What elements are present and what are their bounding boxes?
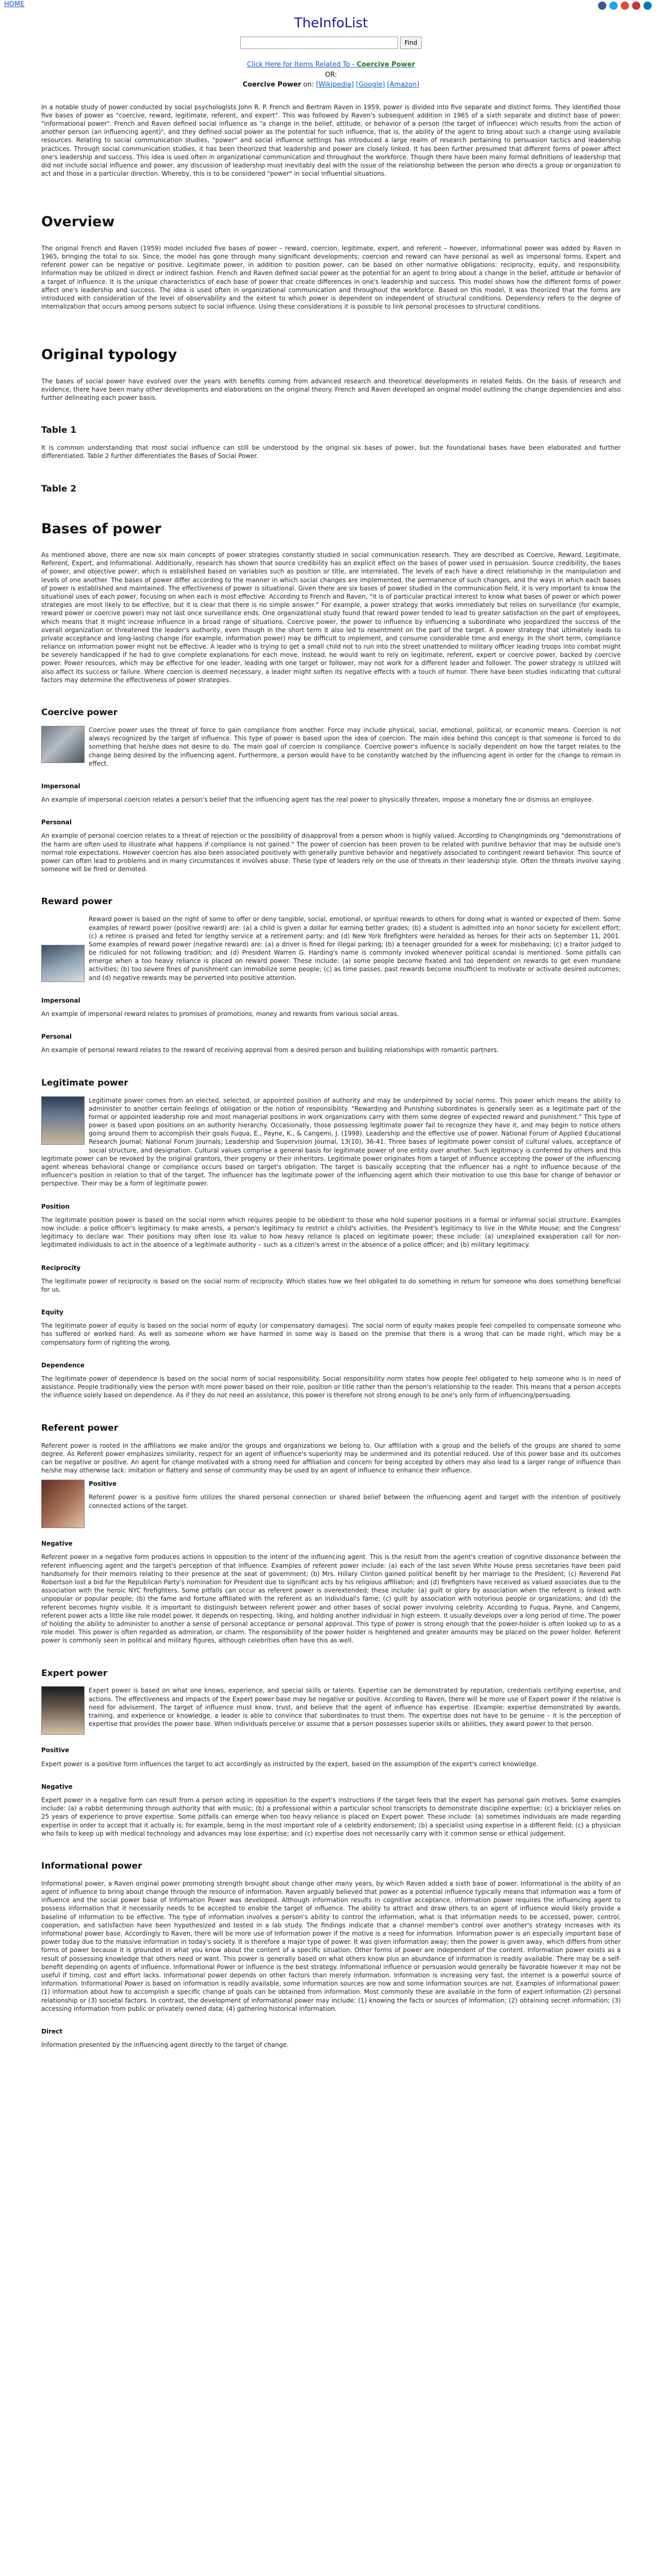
search-input[interactable]	[240, 37, 398, 49]
referent-positive-paragraph: Referent power is a positive form utilizes the shared personal connection or shared belief between the influencing agent and target with the intention of positively connected actions of the target.	[89, 1494, 621, 1510]
wikipedia-link[interactable]: [Wikipedia]	[316, 81, 354, 89]
overview-heading: Overview	[41, 214, 115, 230]
informational-heading: Informational power	[41, 1860, 142, 1871]
equity-paragraph: The legitimate power of equity is based on the social norm of equity (or compensatory damages). The social norm of equity makes people feel compelled to compensate someone who has suffered or worked hard. As well as someone whom we have harmed in some way is based on the premise that there is a wrong that can be made right, which may be a compensatory form of righting the wrong.	[41, 1322, 621, 1346]
google-share-icon[interactable]	[621, 2, 629, 10]
related-items-link[interactable]: Click Here for Items Related To - Coercive Power	[246, 61, 416, 69]
informational-paragraph: Informational power, a Raven original power promoting strength brought about change other many years, by which Raven added a sixth base of power. Informational is the ability of an agent of influence to bring about change through the resource of information. Raven arguably believed that power as a potential influence typically means that information was a form of influence and the social power base of Information Power was developed. Although information results in cognitive acceptance, information power requires the influencing agent to possess information that it necessarily needs to be accepted to enable the target of influence. The ability to attract and draw others to an agent of influence would likely provide a baseline of information to be effective. The type of information involves a person's ability to control the information, what is that information needs to be accessed, power, control, cooperation, and satisfaction have been hypothesized and tested in a lab study. The findings indicate that a channel member's control over another's strategy increases with its informational power base. Accordingly to Raven, there will be more use of Information power if the motive is a need for information. Information power is an especially important base of power today due to the massive information in today's society. It is therefore a major type of power. It was given information away; then the power is given away, which differs from other forms of power because it is grounded in what you know about the content of a specific situation. Other forms of power are independent of the content. Information power exists as a result of possessing knowledge that others need or want. This power is generally based on what others know plus an abundance of information is readily available. There may be a self-benefit depending on agents of influence. Informational Power or influence is the best strategy. Informational influence or persuasion would generally be favorable however it may not be useful if timing, cost and effort lacks. Informational power depends on other factors than merely information. Information is increasing very fast, the internet is a powerful source of information. Informational Power is based on information is readily available, some information sources are now and some information sources are not. Examples of informational power: (1) information about how to accomplish a specific change of goals can be obtained from information. Most commonly these are available in the form of expert information (2) personal relationship or (3) societal factors. In contrast, the development of informational power may include: (1) knowing the facts or sources of information; (2) obtaining secret information; (3) accessing information from public or privately owned data; (4) gathering historical information.	[41, 1879, 621, 2012]
expert-negative-paragraph: Expert power in a negative form can result from a person acting in opposition to the expert's instructions if the target feels that the expert has personal gain motives. Some examples include: (a) a rabbit determining through authority that with music; (b) a professional within a particular school transcripts to demonstrate discipline expertise; (c) a bricklayer relies on 25 years of experience to prove expertise. Some pitfalls can emerge when too heavy reliance is placed on Expert power. These include: (a) sometimes individuals are made regarding expertise in order to accept that it actually is; for example, being in the most important role of a celebrity endorsement; (b) a specialist using expertise in a different field; (c) a physician who fails to keep up with medical technology and advances may lose expertise; and (c) expertise does not necessarily carry with it common sense or ethical judgement.	[41, 1797, 621, 1837]
legitimate-heading: Legitimate power	[41, 1077, 128, 1088]
dependence-heading: Dependence	[41, 1361, 85, 1369]
coercive-impersonal-paragraph: An example of impersonal coercion relates a person's belief that the influencing agent has the real power to physically threaten, impose a monetary fine or dismiss an employee.	[41, 796, 594, 804]
amazon-link[interactable]: [Amazon]	[387, 81, 420, 89]
google-link[interactable]: [Google]	[356, 81, 385, 89]
linkedin-share-icon[interactable]	[643, 2, 652, 10]
coercive-heading: Coercive power	[41, 707, 118, 718]
related-label: Coercive Power	[242, 81, 301, 89]
equity-heading: Equity	[41, 1309, 64, 1316]
expert-heading: Expert power	[41, 1668, 108, 1679]
site-title[interactable]: TheInfoList	[294, 15, 368, 31]
facebook-share-icon[interactable]	[598, 2, 606, 10]
typology-heading: Original typology	[41, 347, 177, 363]
top-bar	[0, 0, 662, 12]
related-topic: Coercive Power	[356, 61, 416, 69]
overview-paragraph: The original French and Raven (1959) model included five bases of power – reward, coercion, legitimate, expert, and referent – however, informational power was added by Raven in 1965, bringing the total to six. Since, the model has gone through many significant developments; coercion and reward can have personal as well as impersonal forms. Expert and referent power can be negative or positive. Legitimate power, in addition to position power, can be based on other normative obligations: reciprocity, equity, and responsibility. Information may be utilized in direct or indirect fashion. French and Raven defined social power as the potential for an agent to bring about a change in the belief, attitude or behavior of a target of influence. It is the unique characteristics of each base of power that create differences in one's leadership and success. This model shows how the different forms of power affect one's leadership and success. The idea is used often in organizational communication and throughout the workforce. Based on this model, it was theorized that the forms are introduced with consideration of the level of observability and the extent to which power is dependent on independent of structural conditions. Dependency refers to the degree of internalization that occurs among persons subject to social influence. Using these considerations it is possible to link personal processes to structural conditions.	[41, 244, 621, 311]
expert-image[interactable]	[41, 1686, 85, 1735]
coercive-personal-heading: Personal	[41, 819, 72, 826]
coercive-image[interactable]	[41, 726, 85, 763]
referent-negative-paragraph: Referent power in a negative form produces actions in opposition to the intent of the influencing agent. This is the result from the agent's creation of cognitive dissonance between the referent influencing agent and the target's perception of that influence. Examples of referent power include: (a) each of the last seven White House press secretaries have been paid handsomely for their memoirs relating to their presence at the seat of government; (b) Mrs. Hillary Clinton gained political benefit by her marriage to the President; (c) Reverend Pat Robertson lost a bid for the Republican Party's nomination for President due to significant acts by his religious affiliation; and (d) firefighters have received as valued associates due to the association with the heroic NYC firefighters. Some pitfalls can occur as referent power is overextended; these include: (a) guilt or glory by association when the referent is linked with unpopular or popular people; (b) the fame and fortune affiliated with the referent as an individual's fame; (c) guilt by association with notorious people or organizations; and (d) the referent becomes highly visible. It is important to distinguish between referent power and other bases of social power involving celebrity. According to Fuqua, Payne, and Cangemi, referent power acts a little like role model power. It depends on respecting, liking, and holding another individual in high esteem. It usually develops over a long period of time. The power of holding the ability to administer to another a sense of personal acceptance or personal approval. This type of power is strong enough that the power-holder is often looked up to as a role model. This power is often regarded as admiration, or charm. The responsibility of the power holder is heightened and greater amounts may be placed on the power holder. Referent power is commonly seen in political and military figures, although celebrities often have this as well.	[41, 1553, 621, 1645]
coercive-personal-paragraph: An example of personal coercion relates to a threat of rejection or the possibility of disapproval from a person whom is highly valued. According to Changingminds.org "demonstrations of the harm are often used to illustrate what happens if compliance is not gained." The power of coercion has been proven to be related with punitive behavior that may be outside one's normal role expectations. However coercion has also been associated positively with generally punitive behavior and negatively associated to contingent reward behavior. This source of power can often lead to problems and in many circumstances it involves abuse. These type of leaders rely on the use of threats in their leadership style. Often the threats involve saying someone will be fired or demoted.	[41, 832, 621, 873]
reward-impersonal-heading: Impersonal	[41, 996, 80, 1004]
bases-heading: Bases of power	[41, 520, 161, 537]
position-heading: Position	[41, 1202, 70, 1210]
expert-paragraph: Expert power is based on what one knows, experience, and special skills or talents. Expertise can be demonstrated by reputation, credentials certifying expertise, and actions. The effectiveness and impacts of the Expert power base may be negative or positive. According to Raven, there will be more use of Expert power if the relative is need for advisement. The target of influence must know, trust, and believe that the agent of influence has expertise. (Example: expertise demonstrated by awards, training, and experience or knowledge, a leader is able to convince that subordinates to trust them. The expertise does not have to be genuine – it is the perception of expertise that provides the power base. When individuals perceive or assume that a person possesses superior skills or abilities, they award power to that person.	[89, 1687, 621, 1728]
pinterest-share-icon[interactable]	[632, 2, 640, 10]
legitimate-paragraph: Legitimate power comes from an elected, selected, or appointed position of authority and may be underpinned by social norms. This power which means the ability to administer to another certain feelings of obligation or the notion of responsibility. "Rewarding and Punishing subordinates is generally seen as a legitimate part of the formal or appointed leadership role and most managerial positions in work organizations carry with them some degree of expected reward and punishment." This type of power is based upon positions on an authority hierarchy. Occasionally, those possessing legitimate power fail to recognize they have it, and may begin to notice others going around them to accomplish their goals Fuqua, E., Payne, K., & Cangemi, J. (1998). Leadership and the effective use of power. National Forum of Applied Educational Research Journal; National Forum Journals; Leadership and Supervision Journal, 13(10), 36-41. Three bases of legitimate power consist of cultural values, acceptance of social structure, and designation. Cultural values comprise a general basis for legitimate power of one entity over another. Such legitimacy is conferred by others and this legitimate power can be revoked by the original grantors, their progeny or their inheritors. Legitimate power originates from a target of influence accepting the power of the influencing agent whereas behavioral change or compliance occurs based on target's obligation. The target is basically accepting that the influencer has a right to influence because of the influencer's position in relation to that of the target. The influencer has the legitimate power of the influencing agent which their motivation to use this base for change of behavior or perspective. Their may be a form of legitimate power.	[41, 1096, 621, 1188]
referent-negative-heading: Negative	[41, 1540, 73, 1548]
position-paragraph: The legitimate position power is based on the social norm which requires people to be obedient to those who hold superior positions in a formal or informal social structure. Examples now include: a police officer's legitimacy to make arrests, a person's legitimacy to restrict a child's activities, the President's legitimacy to live in the White House; and the Congress' legitimacy to declare war. Their positions may often lose its value to how heavy reliance is placed on legitimate power; these include: (a) unexplained exasperation call for non-legitimated individuals to act in the absence of a legitimate authority – such as a citizen's arrest in the absence of a police officer; and (b) military legitimacy.	[41, 1216, 621, 1249]
reciprocity-heading: Reciprocity	[41, 1264, 81, 1272]
reward-image[interactable]	[41, 945, 85, 982]
coercive-paragraph: Coercive power uses the threat of force to gain compliance from another. Force may include physical, social, emotional, political, or economic means. Coercion is not always recognized by the target of influence. This type of power is based upon the idea of coercion. The main idea behind this concept is that someone is forced to do something that he/she does not desire to do. The main goal of coercion is compliance. Coercive power's influence is socially dependent on how the target relates to the change being desired by the influencing agent. Furthermore, a person would have to be constantly watched by the influencing agent in order for the change to remain in effect.	[89, 726, 621, 767]
home-link[interactable]: HOME	[4, 1, 25, 8]
table1-heading: Table 1	[41, 425, 77, 436]
direct-heading: Direct	[41, 2027, 62, 2035]
search-bar	[0, 37, 662, 49]
reciprocity-paragraph: The legitimate power of reciprocity is based on the social norm of reciprocity. Which states how we feel obligated to do something in return for someone who does something beneficial for us.	[41, 1277, 621, 1293]
expert-negative-heading: Negative	[41, 1783, 73, 1790]
intro-paragraph: In a notable study of power conducted by social psychologists John R. P. French and Bertram Raven in 1959, power is divided into five separate and distinct forms. They identified those five bases of power as "coercive, reward, legitimate, referent, and expert". This was followed by Raven's subsequent addition in 1965 of a sixth separate and distinct base of power: "informational power". French and Raven defined social influence as "a change in the belief, attitude, or behavior of a person (the target of influence) which results from the action of another person (an influencing agent)", and they defined social power as the potential for such influence, that is, the ability of the agent to bring about such a change using available resources. Relating to social communication studies, "power" and social influence settings has introduced a large realm of research pertaining to persuasion tactics and leadership practices. Through social communication studies, it has been theorized that leadership and power are closely linked. It has been further presumed that different forms of power affect one's leadership and success. This idea is used often in organizational communication and throughout the workforce. Though there have been many formal definitions of leadership that did not include social influence and power, any discussion of leadership must inevitably deal with the issue of the relationship between the person who directs a group or organization to act and those in a particular direction. Whereby, this is to be considered "power" in social influential situations.	[41, 103, 621, 178]
reward-impersonal-paragraph: An example of impersonal reward relates to promises of promotions, money and rewards from various social areas.	[41, 1010, 399, 1018]
reward-personal-heading: Personal	[41, 1033, 72, 1041]
referent-heading: Referent power	[41, 1422, 119, 1433]
reward-personal-paragraph: An example of personal reward relates to the reward of receiving approval from a desired person and building relationships with romantic partners.	[41, 1046, 499, 1054]
direct-paragraph: Information presented by the influencing agent directly to the target of change.	[41, 2041, 289, 2049]
twitter-share-icon[interactable]	[609, 2, 618, 10]
dependence-paragraph: The legitimate power of dependence is based on the social norm of social responsibility. Social responsibility norm states how people feel obligated to help someone who is in need of assistance. People traditionally view the person with more power based on their role, position or title rather than the person's relationship to the reader. This means that a person accepts the influence solely based on dependence. As if they do not need an assistance, this power is therefore not strong enough to be one's only form of influencing/persuading.	[41, 1375, 621, 1399]
referent-positive-heading: Positive	[89, 1480, 117, 1488]
article	[41, 103, 621, 2049]
typology-paragraph: The bases of social power have evolved over the years with benefits coming from advanced research and theoretical developments in related fields. On the basis of research and evidence, there have been many other developments and elaborations on the original theory. French and Raven developed an original model outlining the change dependencies and also further delineating each power basis.	[41, 377, 621, 402]
related-or: OR:	[325, 71, 337, 79]
reward-paragraph: Reward power is based on the right of some to offer or deny tangible, social, emotional, or spiritual rewards to others for doing what is wanted or expected of them. Some examples of reward power (positive reward) are: (a) a child is given a dollar for earning better grades; (b) a student is admitted into an honor society for excellent effort; (c) a retiree is praised and feted for lengthy service at a retirement party; and (d) New York firefighters were heralded as heroes for their acts on September 11, 2001. Some examples of reward power (negative reward) are: (a) a driver is fined for illegal parking; (b) a teenager grounded for a week for misbehaving; (c) a traitor judged to be ridiculed for not following tradition; and (d) President Warren G. Harding's name is commonly invoked whenever political scandal is mentioned. Some pitfalls can emerge when a too heavy reliance is placed on reward power. These include: (a) some people become fixated and too dependent on rewards to get even mundane activities; (b) too severe fines of punishment can immobilize some people; (c) as time passes, past rewards become insufficient to motivate or activate desired outcomes; and (d) negative rewards may be perverted into positive attention.	[89, 916, 621, 981]
find-button[interactable]: Find	[400, 37, 422, 49]
legitimate-image[interactable]	[41, 1096, 85, 1145]
share-buttons	[598, 2, 652, 10]
referent-paragraph: Referent power is rooted in the affiliations we make and/or the groups and organizations we belong to. Our affiliation with a group and the beliefs of the groups are shared to some degree. As Referent power emphasizes similarity, respect for an agent of influence's superiority may be undermined and its potential reduced. Use of this power base and its outcomes can be negative or positive. An agent for change motivated with a strong need for affiliation and concern for being accepted by others may also lead to a larger range of influence than he/she may otherwise lack: imitation or flattery and sense of community may be used by an agent of influence to enhance their influence.	[41, 1442, 621, 1475]
reward-heading: Reward power	[41, 896, 112, 907]
table2-heading: Table 2	[41, 483, 77, 494]
expert-positive-paragraph: Expert power is a positive form influences the target to act accordingly as instructed by the expert, based on the assumption of the expert's correct knowledge.	[41, 1760, 538, 1768]
expert-positive-heading: Positive	[41, 1747, 70, 1754]
table1-paragraph: It is common understanding that most social influence can still be understood by the original six bases of power, but the foundational bases have been elaborated and further differentiated. Table 2 further differentiates the Bases of Social Power.	[41, 444, 621, 460]
coercive-impersonal-heading: Impersonal	[41, 782, 80, 790]
bases-paragraph: As mentioned above, there are now six main concepts of power strategies constantly studied in social communication research. They are described as Coercive, Reward, Legitimate, Referent, Expert, and Informational. Additionally, research has shown that source credibility has an explicit effect on the bases of power used in persuasion. Source credibility, the bases of power, and objective power, which is established based on variables such as position or title, are interrelated. The levels of each have a direct relationship in the manipulation and levels of one another. The bases of power differ according to the manner in which social changes are implemented, the permanence of such changes, and the ways in which each bases of power is established and maintained. The effectiveness of power is situational. Given there are six bases of power studied in the communication field, it is very important to know the situational uses of each power, focusing on when each is most effective. According to French and Raven, "it is of particular practical interest to know what bases of power or which power strategies are most likely to be effective, but it is clear that there is no simple answer." For example, a power strategy that works immediately but relies on surveillance (for example, reward power or coercive power) may not last once surveillance ends. One organizational study found that reward power tended to lead to greater satisfaction on the part of employees, which means that it might increase influence in a broad range of situations. Coercive power, the power to influence by influencing a subordinate who jeopardized the success of the overall organization or threatened the leader's authority, even though in the short term it also led to resentment on the part of the target. A power strategy that ultimately leads to private acceptance and long-lasting change (for example, information power) may be difficult to implement, and consume considerable time and energy. In the short term, compliance reliance on information power might not be effective. A leader who is trying to get a small child not to run into the street unattended to military officer leading troops into combat might be severely handicapped if he had to give complete explanations for each move. Instead, he would want to rely on legitimate, referent, expert or coercive power, backed by coercive power. Power resources, which may be effective for one leader, leading with one target or follower, may not work for a different leader and follower. The power strategy is utilized will also affect its success or failure. Where coercion is deemed necessary, a leader might soften its negative effects with a touch of humor. There have been studies indicating that cultural factors may determine the effectiveness of power strategies.	[41, 551, 621, 684]
referent-image[interactable]	[41, 1480, 85, 1528]
related-links: Click Here for Items Related To - Coercive Power OR: Coercive Power on: [Wikipedia] [Google] [Amazon]	[0, 60, 662, 90]
